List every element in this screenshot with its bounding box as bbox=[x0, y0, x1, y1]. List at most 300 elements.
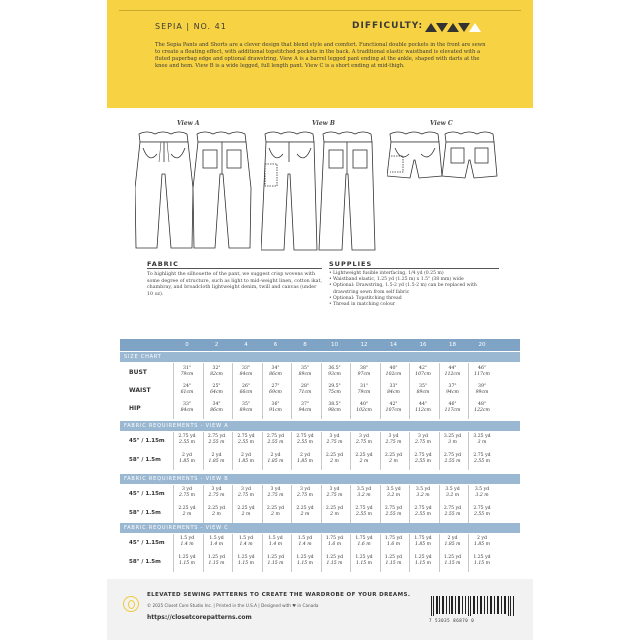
yardage: 2.75 yd bbox=[355, 506, 373, 511]
meterage: 2.75 m bbox=[326, 493, 343, 498]
fabric-cell-value bbox=[234, 536, 258, 548]
size-header-cell: 16 bbox=[419, 342, 427, 348]
pattern-description: The Sepia Pants and Shorts are a clever design that blend style and comfort. Functional double pockets in the front are sewn to create a floating effect, with additional topstitched pockets in the back. A traditional elastic waistband is elevated with a fluted paperbag edge and optional drawstring. View A is a barrel legged pant ending at the ankle, shaped with darts at the knee and hem. View B is a wide legged, full length pant. View C is a short ending at mid-thigh. bbox=[155, 42, 486, 69]
meterage: 1.15 m bbox=[355, 561, 373, 566]
measurement-inches: 31" bbox=[360, 384, 368, 389]
supplies-divider bbox=[329, 268, 499, 269]
yardage: 2 yd bbox=[477, 536, 487, 541]
meterage: 2.55 m bbox=[414, 459, 432, 464]
column-divider bbox=[232, 485, 233, 523]
meterage: 2.55 m bbox=[473, 459, 491, 464]
yardage: 2.75 yd bbox=[443, 453, 462, 458]
fabric-req-band bbox=[120, 421, 520, 431]
measurement-cm: 89cm bbox=[298, 372, 312, 377]
column-divider bbox=[321, 432, 322, 470]
column-divider bbox=[468, 485, 469, 523]
fabric-cell-value bbox=[382, 555, 406, 567]
yardage: 2 yd bbox=[211, 453, 222, 458]
view-c-illustration bbox=[387, 128, 499, 184]
meterage: 2.55 m bbox=[444, 512, 461, 517]
yardage: 2.75 yd bbox=[237, 434, 255, 439]
yardage: 2 yd bbox=[182, 453, 192, 458]
fabric-cell-value bbox=[175, 434, 199, 446]
measurement-cm: 71cm bbox=[298, 390, 312, 395]
yardage: 3.25 yd bbox=[443, 434, 462, 439]
yardage: 3.5 yd bbox=[474, 487, 490, 492]
size-cell-value bbox=[470, 366, 494, 378]
meterage: 1.15 m bbox=[208, 561, 225, 566]
measurement-inches: 35" bbox=[242, 402, 250, 407]
meterage: 3.2 m bbox=[445, 493, 460, 498]
measurement-inches: 27" bbox=[271, 384, 280, 389]
size-cell-value bbox=[264, 366, 288, 378]
yardage: 2.25 yd bbox=[325, 453, 344, 458]
size-cell-value bbox=[441, 384, 465, 396]
column-divider bbox=[262, 432, 263, 470]
size-cell-value bbox=[293, 366, 317, 378]
yardage: 3 yd bbox=[241, 487, 251, 492]
barcode-number: 7 53035 86870 0 bbox=[429, 618, 475, 623]
fabric-req-band bbox=[120, 523, 520, 533]
meterage: 2 m bbox=[359, 459, 369, 464]
fabric-cell-value bbox=[352, 506, 376, 518]
meterage: 3.2 m bbox=[357, 493, 371, 498]
fabric-cell-value bbox=[352, 536, 376, 548]
meterage: 2 m bbox=[389, 459, 398, 464]
yardage: 2.75 yd bbox=[266, 434, 285, 439]
column-divider bbox=[350, 534, 351, 572]
difficulty-triangle-icon bbox=[469, 23, 481, 32]
column-divider bbox=[409, 363, 410, 419]
fabric-cell-value bbox=[293, 506, 317, 518]
fabric-row-label: 58" / 1.5m bbox=[129, 559, 161, 565]
yardage: 2.25 yd bbox=[296, 506, 314, 511]
measurement-inches: 39" bbox=[478, 384, 486, 389]
column-divider bbox=[468, 432, 469, 470]
column-divider bbox=[380, 432, 381, 470]
measurement-inches: 34" bbox=[212, 402, 221, 407]
meterage: 2.75 m bbox=[355, 440, 373, 445]
size-cell-value bbox=[205, 402, 229, 414]
column-divider bbox=[409, 534, 410, 572]
measurement-inches: 40" bbox=[360, 402, 368, 407]
measurement-cm: 112cm bbox=[415, 408, 431, 413]
meterage: 3 m bbox=[448, 440, 457, 445]
column-divider bbox=[173, 485, 174, 523]
yardage: 3 yd bbox=[270, 487, 281, 492]
yardage: 1.75 yd bbox=[384, 536, 403, 541]
column-divider bbox=[468, 534, 469, 572]
yardage: 2.25 yd bbox=[207, 506, 226, 511]
fabric-cell-value bbox=[234, 555, 258, 567]
measurement-cm: 86cm bbox=[269, 372, 282, 377]
meterage: 2.55 m bbox=[473, 512, 491, 517]
fabric-cell-value bbox=[205, 434, 229, 446]
column-divider bbox=[232, 534, 233, 572]
size-cell-value bbox=[382, 384, 406, 396]
fabric-cell-value bbox=[323, 434, 347, 446]
column-divider bbox=[321, 485, 322, 523]
size-cell-value bbox=[175, 402, 199, 414]
yardage: 3 yd bbox=[418, 434, 428, 439]
fabric-cell-value bbox=[441, 536, 465, 548]
yardage: 1.25 yd bbox=[178, 555, 196, 560]
column-divider bbox=[321, 363, 322, 419]
meterage: 2.75 m bbox=[267, 493, 284, 498]
yardage: 2.75 yd bbox=[473, 453, 491, 458]
yardage: 3 yd bbox=[359, 434, 369, 439]
size-cell-value bbox=[382, 402, 406, 414]
fabric-title: FABRIC bbox=[147, 260, 179, 268]
yardage: 2.75 yd bbox=[414, 453, 432, 458]
fabric-cell-value bbox=[293, 555, 317, 567]
meterage: 1.15 m bbox=[178, 561, 196, 566]
fabric-row-label: 45" / 1.15m bbox=[129, 491, 165, 497]
meterage: 2 m bbox=[300, 512, 310, 517]
yardage: 1.75 yd bbox=[414, 536, 432, 541]
fabric-cell-value bbox=[293, 536, 317, 548]
column-divider bbox=[203, 485, 204, 523]
measurement-cm: 91cm bbox=[269, 408, 282, 413]
meterage: 2.55 m bbox=[414, 512, 432, 517]
measurement-inches: 38" bbox=[360, 366, 368, 371]
measurement-cm: 117cm bbox=[444, 408, 461, 413]
meterage: 1.4 m bbox=[298, 542, 312, 547]
size-cell-value bbox=[175, 384, 199, 396]
measurement-inches: 38.5" bbox=[328, 402, 341, 407]
fabric-cell-value bbox=[234, 487, 258, 499]
column-divider bbox=[350, 363, 351, 419]
size-cell-value bbox=[441, 366, 465, 378]
yardage: 2.75 yd bbox=[296, 434, 314, 439]
meterage: 2.75 m bbox=[385, 440, 402, 445]
yardage: 2.25 yd bbox=[237, 506, 255, 511]
meterage: 1.85 m bbox=[237, 459, 255, 464]
fabric-cell-value bbox=[382, 434, 406, 446]
yardage: 3 yd bbox=[211, 487, 222, 492]
fabric-cell-value bbox=[323, 506, 347, 518]
fabric-cell-value bbox=[323, 487, 347, 499]
meterage: 2 m bbox=[271, 512, 280, 517]
size-cell-value bbox=[323, 384, 347, 396]
meterage: 1.85 m bbox=[178, 459, 196, 464]
measurement-inches: 42" bbox=[419, 366, 427, 371]
size-header-cell: 12 bbox=[360, 342, 368, 348]
fabric-cell-value bbox=[382, 506, 406, 518]
column-divider bbox=[468, 363, 469, 419]
meterage: 2 m bbox=[212, 512, 221, 517]
fabric-cell-value bbox=[234, 434, 258, 446]
fabric-cell-value bbox=[352, 434, 376, 446]
size-chart-band bbox=[120, 352, 520, 362]
yardage: 3.5 yd bbox=[445, 487, 460, 492]
meterage: 2.75 m bbox=[414, 440, 432, 445]
fabric-cell-value bbox=[205, 506, 229, 518]
meterage: 2.55 m bbox=[237, 440, 255, 445]
fabric-req-band bbox=[120, 474, 520, 484]
meterage: 3.2 m bbox=[416, 493, 430, 498]
fabric-cell-value bbox=[264, 487, 288, 499]
meterage: 2 m bbox=[330, 512, 339, 517]
size-cell-value bbox=[205, 366, 229, 378]
measurement-cm: 97cm bbox=[357, 372, 371, 377]
column-divider bbox=[203, 432, 204, 470]
fabric-text: To highlight the silhouette of the pant, we suggest crisp wovens with some degree of structure, such as light to mid-weight linen, cotton ikat, chambray, and broadcloth lightweight denim, twill and canvas (under 10 oz). bbox=[147, 272, 322, 297]
fabric-cell-value bbox=[264, 434, 288, 446]
measurement-inches: 26" bbox=[242, 384, 250, 389]
fabric-cell-value bbox=[411, 506, 435, 518]
column-divider bbox=[232, 363, 233, 419]
supplies-list bbox=[329, 271, 499, 308]
fabric-cell-value bbox=[264, 453, 288, 465]
yardage: 1.25 yd bbox=[237, 555, 255, 560]
measurement-cm: 99cm bbox=[475, 390, 489, 395]
measurement-cm: 84cm bbox=[180, 408, 194, 413]
footer-tagline: ELEVATED SEWING PATTERNS TO CREATE THE WARDROBE OF YOUR DREAMS. bbox=[147, 592, 411, 598]
column-divider bbox=[291, 485, 292, 523]
fabric-cell-value bbox=[323, 555, 347, 567]
meterage: 2.75 m bbox=[208, 493, 225, 498]
yardage: 2.75 yd bbox=[384, 506, 403, 511]
fabric-cell-value bbox=[470, 506, 494, 518]
size-cell-value bbox=[470, 384, 494, 396]
fabric-cell-value bbox=[175, 487, 199, 499]
yardage: 3 yd bbox=[329, 434, 340, 439]
meterage: 1.15 m bbox=[296, 561, 314, 566]
column-divider bbox=[439, 432, 440, 470]
fabric-cell-value bbox=[382, 453, 406, 465]
yardage: 3 yd bbox=[182, 487, 192, 492]
size-cell-value bbox=[470, 402, 494, 414]
yardage: 2.25 yd bbox=[266, 506, 285, 511]
size-cell-value bbox=[352, 366, 376, 378]
fabric-cell-value bbox=[411, 487, 435, 499]
view-a-label: View A bbox=[177, 120, 200, 127]
yardage: 1.25 yd bbox=[207, 555, 226, 560]
meterage: 2.55 m bbox=[208, 440, 225, 445]
fabric-cell-value bbox=[264, 555, 288, 567]
fabric-cell-value bbox=[382, 487, 406, 499]
measurement-inches: 29.5" bbox=[328, 384, 341, 389]
size-header-cell: 20 bbox=[478, 342, 486, 348]
measurement-inches: 36.5" bbox=[328, 366, 341, 371]
yardage: 1.25 yd bbox=[296, 555, 314, 560]
meterage: 2.55 m bbox=[355, 512, 373, 517]
yardage: 3 yd bbox=[329, 487, 340, 492]
meterage: 3.2 m bbox=[386, 493, 401, 498]
supply-item: • Thread in matching colour bbox=[329, 302, 499, 308]
meterage: 1.85 m bbox=[267, 459, 284, 464]
fabric-cell-value bbox=[293, 434, 317, 446]
meterage: 3 m bbox=[477, 440, 487, 445]
measurement-cm: 64cm bbox=[210, 390, 223, 395]
meterage: 2.75 m bbox=[296, 493, 314, 498]
yardage: 2.75 yd bbox=[443, 506, 462, 511]
column-divider bbox=[173, 432, 174, 470]
meterage: 2 m bbox=[182, 512, 192, 517]
size-cell-value bbox=[234, 402, 258, 414]
measurement-inches: 40" bbox=[389, 366, 398, 371]
measurement-cm: 98cm bbox=[328, 408, 341, 413]
yardage: 3.5 yd bbox=[356, 487, 372, 492]
measurement-cm: 79cm bbox=[357, 390, 371, 395]
pattern-back-cover bbox=[107, 0, 533, 640]
column-divider bbox=[262, 534, 263, 572]
supply-item: • Optional: Topstitching thread bbox=[329, 296, 499, 302]
meterage: 2 m bbox=[330, 459, 339, 464]
column-divider bbox=[321, 534, 322, 572]
yardage: 2.25 yd bbox=[355, 453, 373, 458]
yardage: 1.25 yd bbox=[325, 555, 344, 560]
measurement-inches: 25" bbox=[212, 384, 221, 389]
fabric-cell-value bbox=[441, 555, 465, 567]
yardage: 1.5 yd bbox=[268, 536, 283, 541]
size-cell-value bbox=[411, 402, 435, 414]
fabric-cell-value bbox=[175, 506, 199, 518]
yardage: 2 yd bbox=[447, 536, 458, 541]
size-cell-value bbox=[175, 366, 199, 378]
meterage: 1.85 m bbox=[444, 542, 461, 547]
meterage: 1.6 m bbox=[386, 542, 401, 547]
fabric-req-title: FABRIC REQUIREMENTS - VIEW C bbox=[124, 525, 229, 531]
fabric-req-title: FABRIC REQUIREMENTS - VIEW B bbox=[124, 476, 229, 482]
yardage: 1.5 yd bbox=[179, 536, 195, 541]
meterage: 2.55 m bbox=[178, 440, 196, 445]
yardage: 1.5 yd bbox=[209, 536, 224, 541]
meterage: 1.15 m bbox=[473, 561, 491, 566]
fabric-cell-value bbox=[234, 506, 258, 518]
column-divider bbox=[409, 432, 410, 470]
size-cell-value bbox=[205, 384, 229, 396]
meterage: 1.15 m bbox=[444, 561, 461, 566]
size-cell-value bbox=[234, 366, 258, 378]
measurement-cm: 86cm bbox=[210, 408, 223, 413]
size-cell-value bbox=[352, 384, 376, 396]
size-header-cell: 0 bbox=[185, 342, 189, 348]
fabric-row-label: 58" / 1.5m bbox=[129, 457, 161, 463]
fabric-cell-value bbox=[411, 434, 435, 446]
meterage: 1.4 m bbox=[268, 542, 283, 547]
fabric-cell-value bbox=[264, 536, 288, 548]
measurement-inches: 33" bbox=[242, 366, 250, 371]
fabric-row-label: 45" / 1.15m bbox=[129, 438, 165, 444]
meterage: 2.55 m bbox=[296, 440, 314, 445]
measurement-cm: 84cm bbox=[239, 372, 253, 377]
size-header-cell: 8 bbox=[303, 342, 307, 348]
fabric-cell-value bbox=[441, 506, 465, 518]
meterage: 1.4 m bbox=[239, 542, 253, 547]
yardage: 1.25 yd bbox=[384, 555, 403, 560]
yardage: 3 yd bbox=[388, 434, 399, 439]
measurement-inches: 35" bbox=[301, 366, 309, 371]
measurement-inches: 44" bbox=[419, 402, 427, 407]
measurement-cm: 122cm bbox=[474, 408, 490, 413]
column-divider bbox=[439, 485, 440, 523]
measurement-cm: 94cm bbox=[298, 408, 312, 413]
fabric-cell-value bbox=[352, 555, 376, 567]
size-cell-value bbox=[323, 402, 347, 414]
fabric-cell-value bbox=[175, 536, 199, 548]
yardage: 1.25 yd bbox=[266, 555, 285, 560]
supply-item: • Lightweight fusible interfacing, 1/4 yd (0.25 m) bbox=[329, 271, 499, 277]
meterage: 1.15 m bbox=[385, 561, 402, 566]
meterage: 2 m bbox=[241, 512, 251, 517]
fabric-cell-value bbox=[293, 453, 317, 465]
difficulty-label: DIFFICULTY: bbox=[352, 21, 424, 31]
measurement-inches: 44" bbox=[448, 366, 457, 371]
column-divider bbox=[262, 485, 263, 523]
measurement-inches: 33" bbox=[183, 402, 191, 407]
yardage: 1.25 yd bbox=[473, 555, 491, 560]
size-cell-value bbox=[411, 366, 435, 378]
measurement-cm: 107cm bbox=[385, 408, 402, 413]
fabric-cell-value bbox=[382, 536, 406, 548]
fabric-cell-value bbox=[234, 453, 258, 465]
column-divider bbox=[291, 363, 292, 419]
column-divider bbox=[350, 485, 351, 523]
measurement-inches: 46" bbox=[478, 366, 486, 371]
size-header-cell: 2 bbox=[214, 342, 219, 348]
meterage: 1.85 m bbox=[296, 459, 314, 464]
yardage: 1.25 yd bbox=[443, 555, 462, 560]
column-divider bbox=[203, 363, 204, 419]
supply-item: • Optional: Drawstring, 1.5-2 yd (1.5-2 m) can be replaced with drawstring sewn from self fabric bbox=[329, 283, 499, 295]
meterage: 1.4 m bbox=[209, 542, 224, 547]
fabric-cell-value bbox=[441, 453, 465, 465]
measurement-cm: 117cm bbox=[474, 372, 490, 377]
measurement-cm: 75cm bbox=[328, 390, 341, 395]
yardage: 1.25 yd bbox=[355, 555, 373, 560]
pattern-title: SEPIA | NO. 41 bbox=[155, 22, 227, 31]
fabric-cell-value bbox=[205, 536, 229, 548]
measurement-inches: 48" bbox=[478, 402, 486, 407]
measurement-cm: 84cm bbox=[387, 390, 400, 395]
yardage: 3 yd bbox=[300, 487, 310, 492]
column-divider bbox=[439, 363, 440, 419]
size-row-label: HIP bbox=[129, 405, 141, 412]
yardage: 1.75 yd bbox=[355, 536, 373, 541]
meterage: 1.15 m bbox=[267, 561, 284, 566]
meterage: 1.6 m bbox=[357, 542, 371, 547]
view-a-illustration bbox=[135, 128, 255, 256]
fabric-cell-value bbox=[352, 453, 376, 465]
fabric-cell-value bbox=[323, 536, 347, 548]
measurement-inches: 33" bbox=[389, 384, 398, 389]
fabric-cell-value bbox=[441, 434, 465, 446]
yardage: 1.25 yd bbox=[414, 555, 432, 560]
fabric-cell-value bbox=[470, 487, 494, 499]
meterage: 1.85 m bbox=[473, 542, 491, 547]
yardage: 2.75 yd bbox=[473, 506, 491, 511]
column-divider bbox=[380, 363, 381, 419]
size-cell-value bbox=[441, 402, 465, 414]
size-cell-value bbox=[293, 402, 317, 414]
meterage: 1.15 m bbox=[237, 561, 255, 566]
meterage: 1.85 m bbox=[208, 459, 225, 464]
measurement-cm: 89cm bbox=[239, 408, 253, 413]
measurement-inches: 36" bbox=[271, 402, 280, 407]
fabric-cell-value bbox=[411, 536, 435, 548]
size-cell-value bbox=[352, 402, 376, 414]
fabric-row-label: 45" / 1.15m bbox=[129, 540, 165, 546]
fabric-cell-value bbox=[411, 453, 435, 465]
fabric-cell-value bbox=[175, 453, 199, 465]
measurement-cm: 102cm bbox=[385, 372, 402, 377]
brand-logo-icon bbox=[123, 596, 139, 612]
website-link[interactable]: https://closetcorepatterns.com bbox=[147, 614, 252, 621]
meterage: 2.55 m bbox=[444, 459, 461, 464]
size-header-cell: 6 bbox=[273, 342, 278, 348]
